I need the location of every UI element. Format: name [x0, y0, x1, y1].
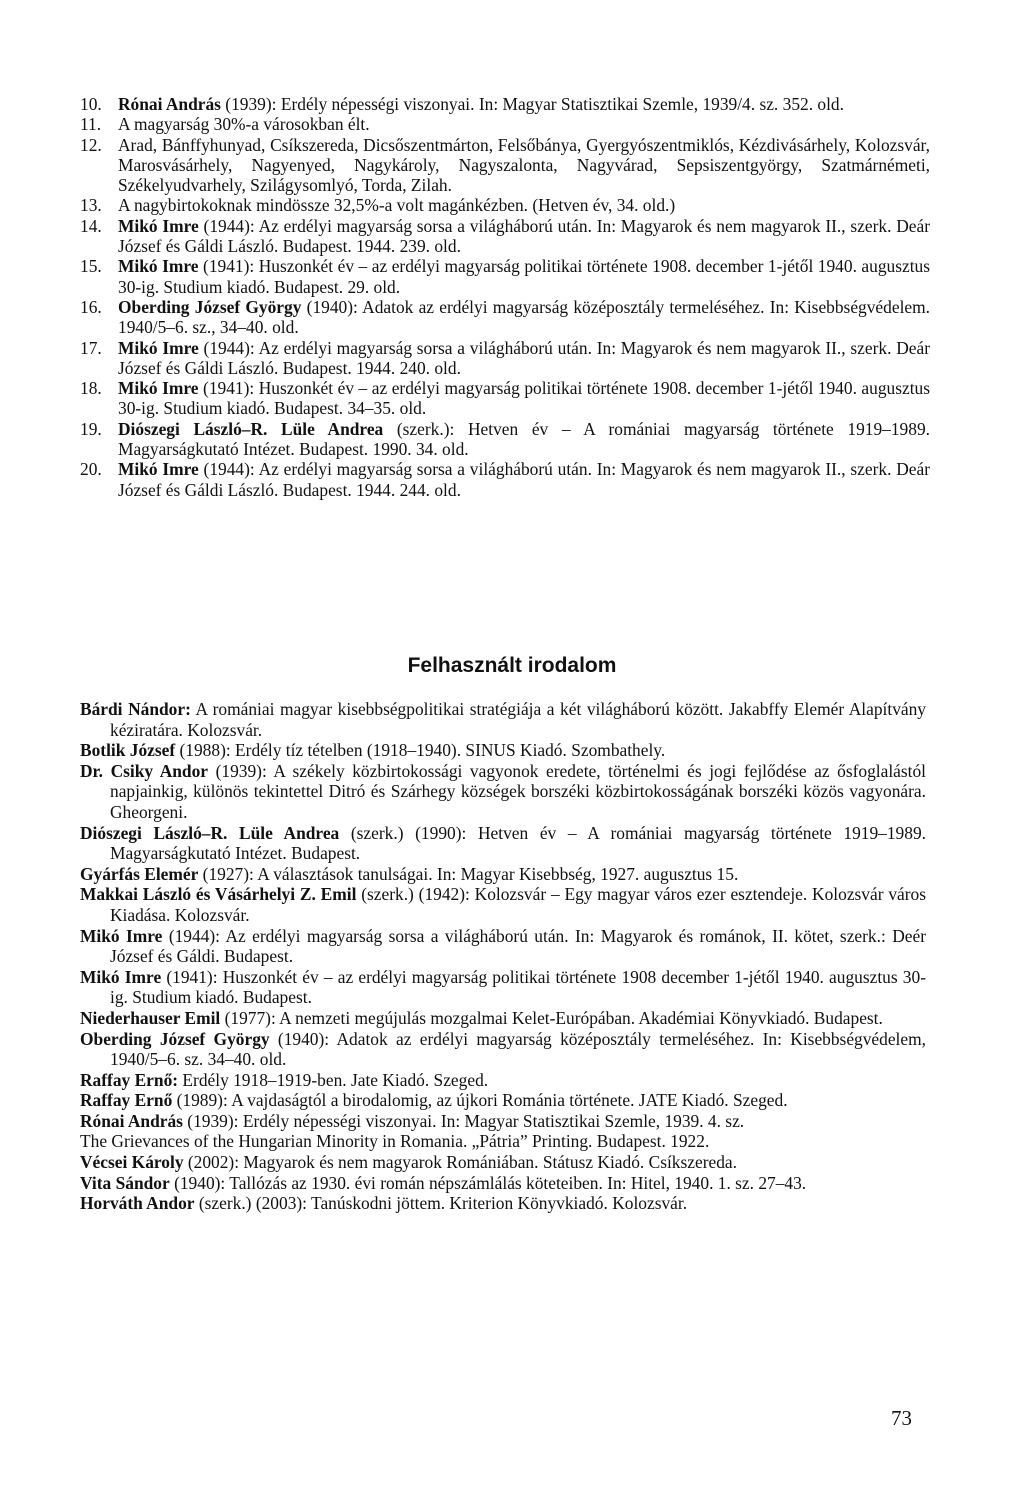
- reference-author: Dr. Csiky Andor: [80, 760, 209, 781]
- bibliography-entry: [80, 926, 926, 967]
- reference-text: (1940): Adatok az erdélyi magyarság középosztály termeléséhez. In: Kisebbségvédelem, 1940/5–6. sz. 34–40. old.: [110, 1028, 926, 1070]
- endnote-text: A nagybirtokoknak mindössze 32,5%-a volt magánkézben. (Hetven év, 34. old.): [118, 195, 676, 216]
- page-number: 73: [891, 1406, 912, 1430]
- reference-author: Rónai András: [80, 1110, 183, 1131]
- bibliography-entry: [80, 1193, 926, 1214]
- reference-author: Mikó Imre: [80, 966, 162, 987]
- endnote-number: 12.: [80, 134, 102, 155]
- endnote-text: (1944): Az erdélyi magyarság sorsa a világháború után. In: Magyarok és nem magyarok II., szerk. Deár József és Gáldi László. Budapest. 1944. 240. old.: [118, 337, 930, 378]
- bibliography-entry: [80, 884, 926, 925]
- endnote-number: 15.: [80, 256, 102, 277]
- reference-author: Vita Sándor: [80, 1172, 170, 1193]
- endnote-17: [80, 338, 930, 379]
- endnote-20: [80, 459, 930, 500]
- bibliography-entry: [80, 823, 926, 864]
- reference-author: Makkai László és Vásárhelyi Z. Emil: [80, 884, 357, 905]
- bibliography-list: [80, 699, 926, 1214]
- section-title: Felhasznált irodalom: [407, 654, 617, 677]
- reference-text: The Grievances of the Hungarian Minority in Romania. „Pátria” Printing. Budapest. 1922.: [80, 1131, 710, 1152]
- reference-text: (1989): A vajdaságtól a birodalomig, az újkori Románia története. JATE Kiadó. Szeged.: [172, 1090, 788, 1111]
- endnote-number: 16.: [80, 296, 102, 317]
- reference-text: (szerk.) (1990): Hetven év – A romániai magyarság története 1919–1989. Magyarságkutató Intézet. Budapest.: [110, 822, 926, 864]
- reference-text: A romániai magyar kisebbségpolitikai stratégiája a két világháború között. Jakabffy Elemér Alapítvány kéziratára. Kolozsvár.: [110, 699, 926, 740]
- endnote-11: [80, 114, 930, 134]
- reference-text: (2002): Magyarok és nem magyarok Romániában. Státusz Kiadó. Csíkszereda.: [183, 1152, 737, 1173]
- reference-text: (1939): Erdély népességi viszonyai. In: Magyar Statisztikai Szemle, 1939. 4. sz.: [182, 1110, 745, 1131]
- bibliography-entry: [80, 1070, 926, 1091]
- bibliography-entry: [80, 740, 926, 761]
- bibliography-entry: [80, 1008, 926, 1029]
- reference-author: Bárdi Nándor:: [80, 699, 191, 719]
- endnote-text: (1941): Huszonkét év – az erdélyi magyarság politikai története 1908. december 1-jétől 1940. augusztus 30-ig. Studium kiadó. Budapest. 29. old.: [118, 256, 931, 297]
- reference-author: Niederhauser Emil: [80, 1007, 221, 1028]
- endnote-text: Arad, Bánffyhunyad, Csíkszereda, Dicsőszentmárton, Felsőbánya, Gyergyószentmiklós, Kézdivásárhely, Kolozsvár, Marosvásárhely, Nagyenyed, Nagykároly, Nagyszalonta, Nagyvárad, Sepsiszentgyörgy, Szatmárnémeti, Székelyudvarhely, Szilágysomlyó, Torda, Zilah.: [118, 134, 930, 196]
- bibliography-entry: [80, 699, 926, 740]
- reference-text: (szerk.) (1942): Kolozsvár – Egy magyar város ezer esztendeje. Kolozsvár város Kiadása. Kolozsvár.: [110, 884, 926, 925]
- endnote-author: Mikó Imre: [118, 459, 199, 480]
- endnote-number: 18.: [80, 378, 102, 399]
- bibliography-entry: [80, 1173, 926, 1194]
- endnote-18: [80, 378, 930, 419]
- endnote-text: (1944): Az erdélyi magyarság sorsa a világháború után. In: Magyarok és nem magyarok II., szerk. Deár József és Gáldi László. Budapest. 1944. 239. old.: [118, 215, 930, 257]
- reference-author: Mikó Imre: [80, 925, 163, 946]
- endnote-number: 20.: [80, 459, 102, 480]
- reference-author: Horváth Andor: [80, 1193, 195, 1214]
- endnote-text: A magyarság 30%-a városokban élt.: [118, 114, 370, 135]
- endnote-number: 11.: [80, 114, 102, 135]
- reference-text: (1944): Az erdélyi magyarság sorsa a világháború után. In: Magyarok és románok, II. kötet, szerk.: Deér József és Gáldi. Budapest.: [110, 925, 926, 967]
- reference-text: (1939): A székely közbirtokossági vagyonok eredete, történelmi és jogi fejlődése az ősfoglalástól napjainkig, különös tekintettel Ditró és Szárhegy községek borszéki közbirtokosságának borszéki közös vagyonára. Gheorgeni.: [110, 760, 927, 822]
- reference-author: Oberding József György: [80, 1028, 270, 1049]
- endnote-author: Diószegi László–R. Lüle Andrea: [118, 418, 384, 439]
- endnote-author: Mikó Imre: [118, 256, 199, 277]
- bibliography-entry: [80, 1090, 926, 1111]
- endnote-19: [80, 419, 930, 460]
- bibliography-entry: [80, 761, 926, 823]
- endnotes-list: [80, 94, 930, 500]
- endnote-13: [80, 195, 930, 215]
- endnote-text: (1939): Erdély népességi viszonyai. In: Magyar Statisztikai Szemle, 1939/4. sz. 352. old.: [220, 94, 844, 114]
- reference-text: (1927): A választások tanulságai. In: Magyar Kisebbség, 1927. augusztus 15.: [198, 863, 739, 884]
- reference-text: (szerk.) (2003): Tanúskodni jöttem. Kriterion Könyvkiadó. Kolozsvár.: [194, 1193, 688, 1214]
- reference-text: (1941): Huszonkét év – az erdélyi magyarság politikai története 1908 december 1-jétől 1940. augusztus 30-ig. Studium kiadó. Budapest.: [110, 966, 926, 1008]
- reference-text: Erdély 1918–1919-ben. Jate Kiadó. Szeged.: [178, 1069, 489, 1090]
- reference-text: (1988): Erdély tíz tételben (1918–1940). SINUS Kiadó. Szombathely.: [175, 740, 666, 761]
- reference-text: (1940): Tallózás az 1930. évi román népszámlálás köteteiben. In: Hitel, 1940. 1. sz. 27–43.: [169, 1172, 807, 1193]
- bibliography-entry: [80, 1111, 926, 1132]
- endnote-text: (1940): Adatok az erdélyi magyarság középosztály termeléséhez. In: Kisebbségvédelem. 1940/5–6. sz., 34–40. old.: [118, 296, 930, 338]
- endnote-text: (szerk.): Hetven év – A romániai magyarság története 1919–1989. Magyarságkutató Intézet. Budapest. 1990. 34. old.: [118, 418, 930, 460]
- endnote-text: (1941): Huszonkét év – az erdélyi magyarság politikai története 1908. december 1-jétől 1940. augusztus 30-ig. Studium kiadó. Budapest. 34–35. old.: [118, 378, 931, 419]
- endnote-15: [80, 256, 930, 297]
- reference-author: Gyárfás Elemér: [80, 863, 199, 884]
- endnote-author: Rónai András: [118, 94, 221, 114]
- reference-text: (1977): A nemzeti megújulás mozgalmai Kelet-Európában. Akadémiai Könyvkiadó. Budapest.: [220, 1007, 883, 1028]
- endnote-number: 10.: [80, 94, 102, 114]
- reference-author: Vécsei Károly: [80, 1152, 184, 1173]
- reference-author: Raffay Ernő: [80, 1090, 173, 1111]
- bibliography-entry: [80, 864, 926, 885]
- bibliography-entry: [80, 1152, 926, 1173]
- reference-author: Raffay Ernő:: [80, 1069, 179, 1090]
- reference-author: Botlik József: [80, 740, 176, 761]
- endnote-16: [80, 297, 930, 338]
- endnote-text: (1944): Az erdélyi magyarság sorsa a világháború után. In: Magyarok és nem magyarok II., szerk. Deár József és Gáldi László. Budapest. 1944. 244. old.: [118, 459, 930, 500]
- endnote-author: Mikó Imre: [118, 378, 199, 399]
- endnote-14: [80, 216, 930, 257]
- endnote-author: Oberding József György: [118, 296, 302, 317]
- endnote-12: [80, 135, 930, 196]
- endnote-number: 14.: [80, 215, 102, 236]
- bibliography-entry: [80, 1029, 926, 1070]
- endnote-10: [80, 94, 930, 114]
- bibliography-entry: [80, 967, 926, 1008]
- endnote-author: Mikó Imre: [118, 337, 199, 358]
- endnote-author: Mikó Imre: [118, 215, 199, 236]
- endnote-number: 19.: [80, 418, 102, 439]
- bibliography-entry: [80, 1131, 926, 1152]
- endnote-number: 13.: [80, 195, 102, 216]
- endnote-number: 17.: [80, 337, 102, 358]
- reference-author: Diószegi László–R. Lüle Andrea: [80, 822, 340, 843]
